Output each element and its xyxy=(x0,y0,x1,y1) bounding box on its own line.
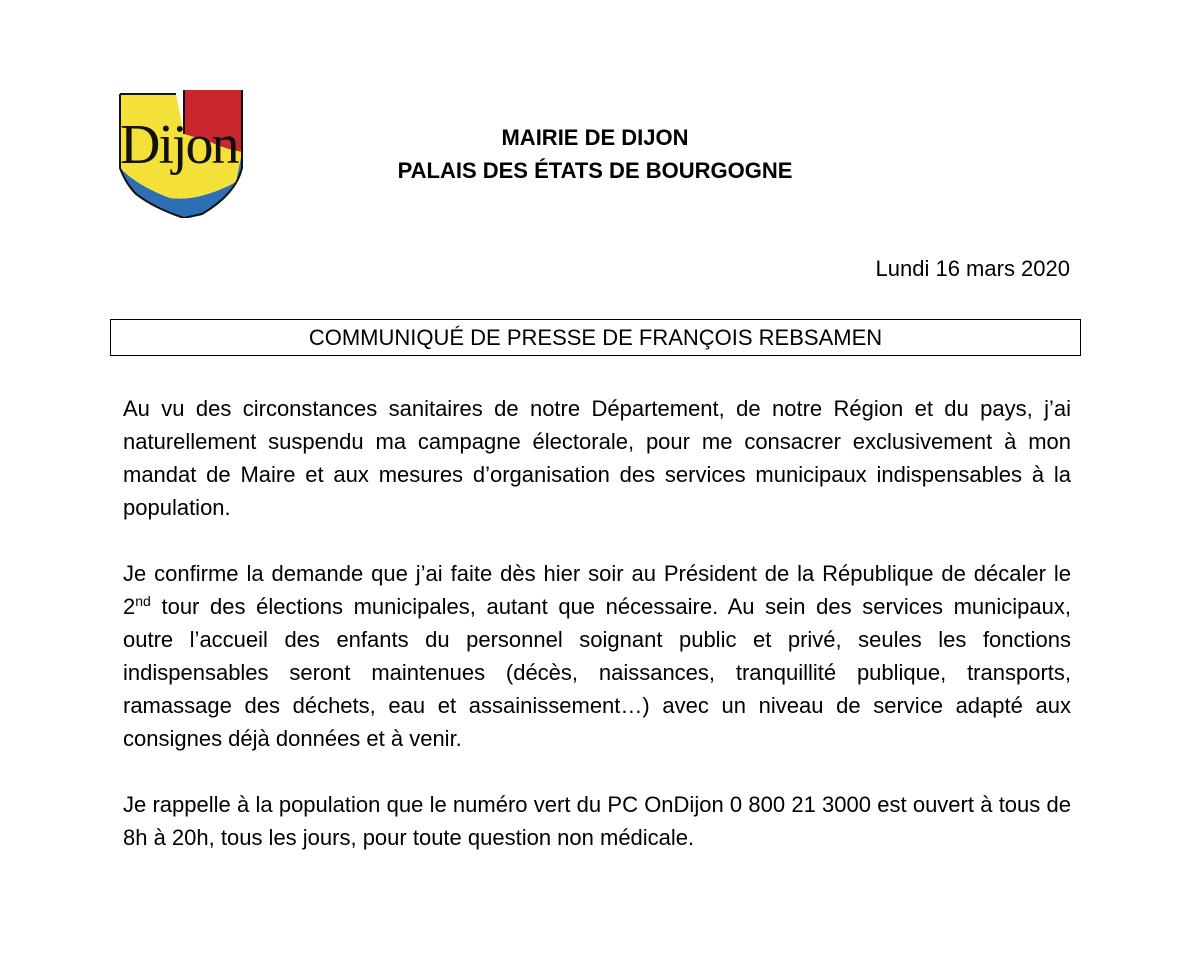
paragraph-2 xyxy=(123,557,1071,755)
paragraph-2-end: tour des élections municipales, autant que nécessaire. Au sein des services municipaux, outre l’accueil des enfants du personnel soignant public et privé, seules les fonctions indispensables seront maintenues (décès, naissances, tranquillité publique, transports, ramassage des déchets, eau et assainissement…) avec un niveau de service adapté aux consignes déjà données et à venir. xyxy=(123,594,1071,751)
ordinal-superscript: nd xyxy=(135,593,151,609)
document-date: Lundi 16 mars 2020 xyxy=(875,256,1070,281)
paragraph-1: Au vu des circonstances sanitaires de notre Département, de notre Région et du pays, j’ai naturellement suspendu ma campagne électorale, pour me consacrer exclusivement à mon mandat de Maire et aux mesures d’organisation des services municipaux indispensables à la population. xyxy=(123,396,1071,520)
logo-wordmark: Dijon xyxy=(120,114,238,176)
paragraph-2-start: Je confirme la demande que j’ai faite dès hier soir au Président de la République de décaler le 2 xyxy=(123,561,1071,619)
page-header xyxy=(300,121,890,187)
press-release-title: COMMUNIQUÉ DE PRESSE DE FRANÇOIS REBSAMEN xyxy=(110,319,1081,356)
header-line-2: PALAIS DES ÉTATS DE BOURGOGNE xyxy=(397,158,793,183)
paragraph-3: Je rappelle à la population que le numéro vert du PC OnDijon 0 800 21 3000 est ouvert à tous de 8h à 20h, tous les jours, pour toute question non médicale. xyxy=(123,792,1071,850)
header-line-1: MAIRIE DE DIJON xyxy=(501,125,689,150)
